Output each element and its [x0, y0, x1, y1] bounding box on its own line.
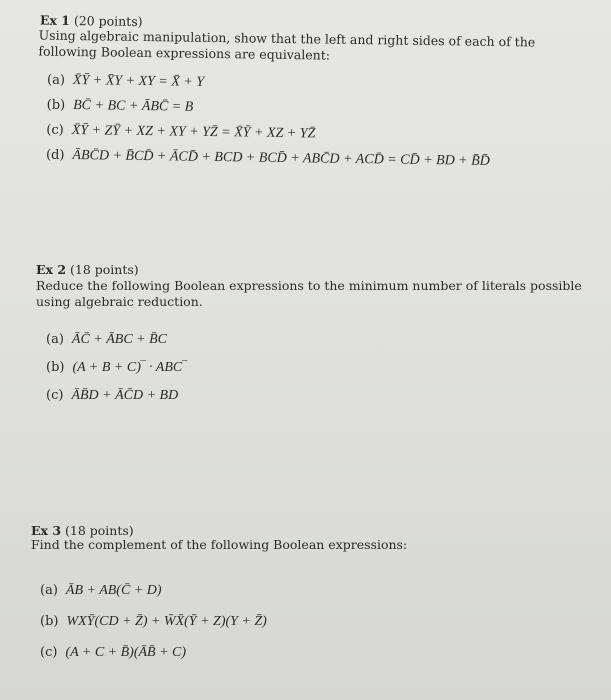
exercise-3-points: (18 points): [65, 523, 134, 538]
item-label: (c): [46, 388, 64, 403]
item-expression: ĀB + AB(C̄ + D): [65, 583, 162, 598]
item-label: (b): [40, 614, 59, 629]
item-expression: (A + B + C)‾ · ABC‾: [72, 360, 187, 375]
exercise-2-title: Ex 2: [36, 262, 67, 277]
exercise-3-title: Ex 3: [31, 523, 62, 538]
exercise-3-item-a: [40, 583, 162, 599]
item-expression: BC̄ + BC + ĀBC̄ = B: [73, 98, 194, 115]
exercise-2-points: (18 points): [70, 262, 139, 277]
item-label: (b): [46, 97, 66, 113]
exercise-2-item-b: [46, 360, 187, 376]
item-expression: X̄Ȳ + ZȲ + XZ + XY + YZ̄ = X̄Ȳ + XZ + YZ̄: [71, 123, 316, 142]
item-expression: ĀC̄ + ĀBC + B̄C: [71, 332, 168, 347]
item-label: (a): [46, 332, 64, 347]
item-label: (a): [46, 72, 66, 88]
item-label: (c): [40, 645, 58, 660]
exercise-1-item-a: [47, 73, 204, 91]
exercise-2-item-a: [46, 332, 167, 348]
exercise-1-item-b: [47, 98, 194, 116]
exercise-1-title: Ex 1: [39, 12, 71, 28]
item-label: (a): [40, 583, 58, 598]
exercise-1-item-d: [46, 148, 490, 170]
exercise-1: [0, 12, 611, 169]
exercise-3-item-c: [40, 645, 186, 661]
exercise-1-item-c: [46, 123, 315, 143]
item-expression: (A + C + B̄)(ĀB̄ + C): [65, 645, 187, 660]
item-label: (b): [46, 360, 65, 375]
item-label: (d): [45, 147, 65, 163]
item-label: (c): [46, 122, 64, 138]
exercise-2-item-c: [46, 388, 178, 404]
item-expression: ĀBC̄D + B̄CD̄ + ĀCD̄ + BCD + BCD̄ + ABC̄D + ACD̄ = CD̄ + BD + B̄D̄: [72, 148, 490, 169]
exercise-1-points: (20 points): [73, 13, 143, 29]
item-expression: WXȲ(CD + Z̄) + W̄X̄(Ȳ + Z)(Y + Z̄): [66, 614, 267, 629]
exercise-3-item-b: [40, 614, 267, 630]
exercise-2-header: [36, 262, 139, 278]
exercise-3-instructions: Find the complement of the following Boolean expressions:: [31, 537, 408, 552]
exercise-1-instructions: Using algebraic manipulation, show that the left and right sides of each of the following Boolean expressions are equivalent:: [38, 27, 536, 63]
item-expression: ĀB̄D + ĀC̄D + BD: [71, 388, 179, 403]
exercise-2-instructions: Reduce the following Boolean expressions to the minimum number of literals possible using algebraic reduction.: [36, 278, 582, 309]
item-expression: X̄Ȳ + X̄Y + XY = X̄ + Y: [72, 73, 205, 90]
